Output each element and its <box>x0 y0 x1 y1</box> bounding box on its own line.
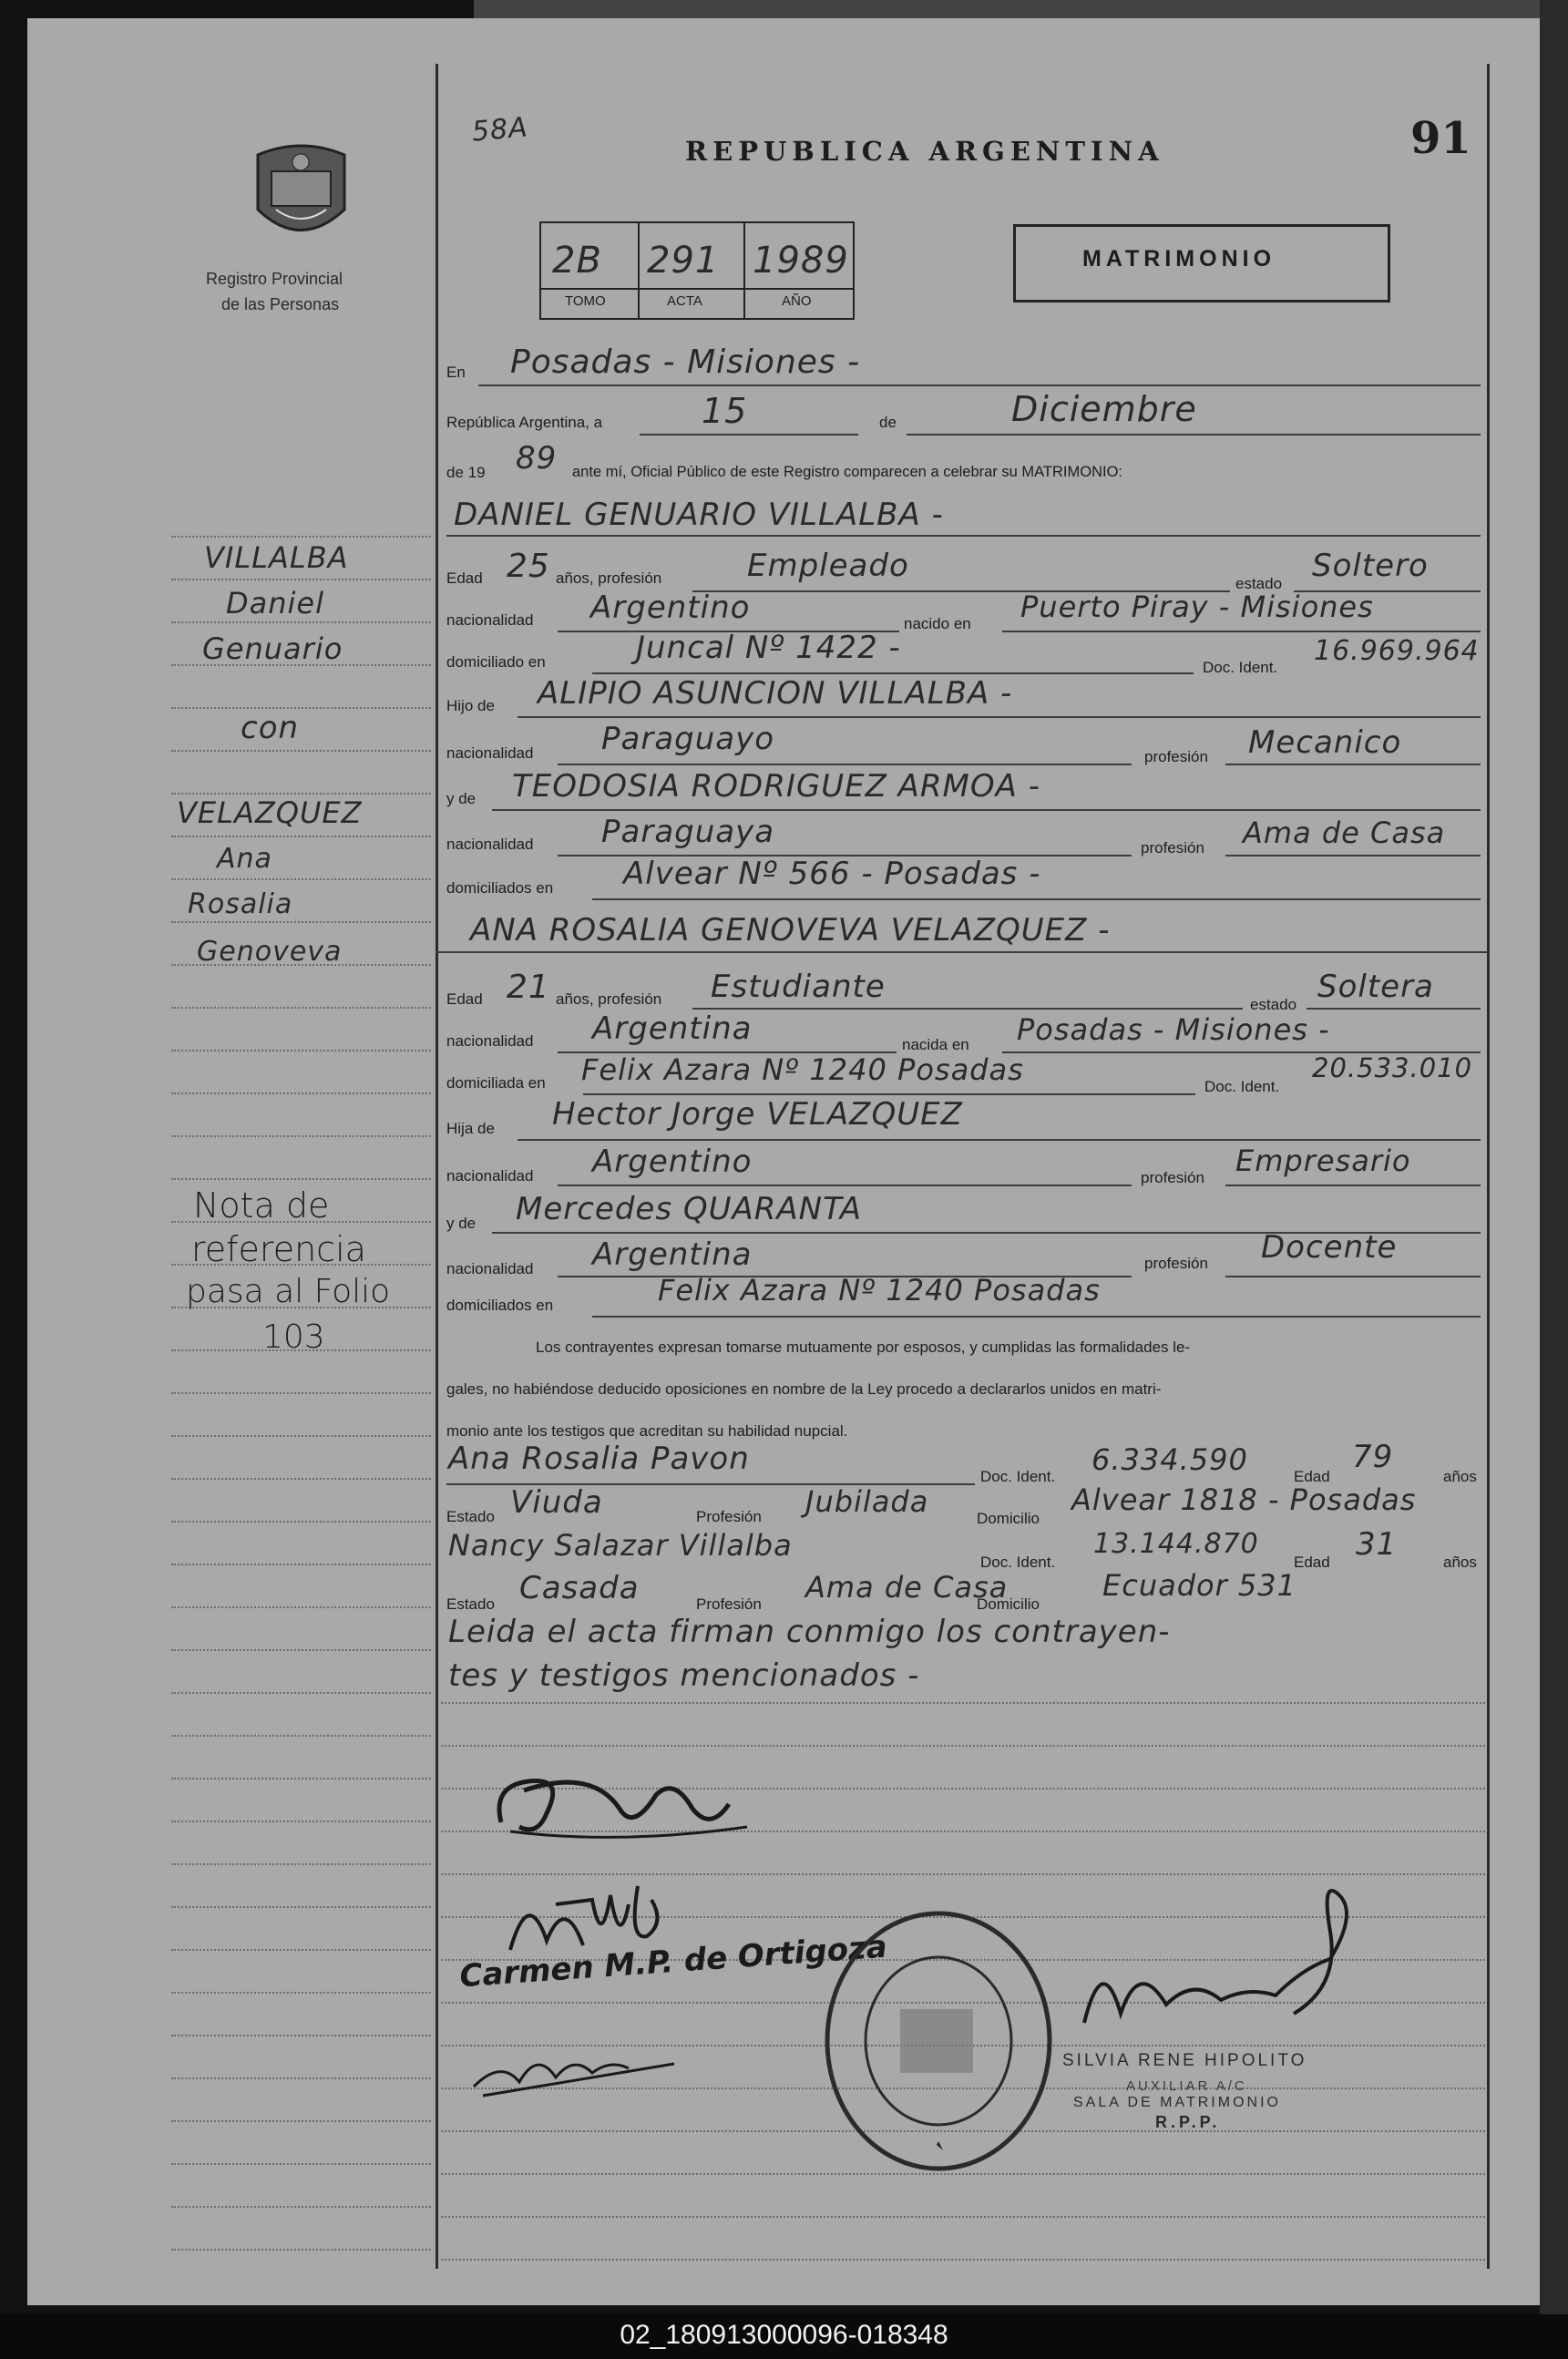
underline <box>640 434 858 436</box>
groom-paddr-label: domiciliados en <box>446 879 554 897</box>
declaration-text: ante mí, Oficial Público de este Registro comparecen a celebrar su MATRIMONIO: <box>572 464 1123 480</box>
groom-dom-label: domiciliado en <box>446 653 546 671</box>
act-type: MATRIMONIO <box>1082 246 1276 272</box>
groom-father-nat: Paraguayo <box>601 721 775 757</box>
groom-mprof-label: profesión <box>1141 839 1204 856</box>
month-value: Diciembre <box>1011 389 1197 429</box>
underline <box>1225 1276 1481 1277</box>
bride-profession: Estudiante <box>711 969 886 1005</box>
margin-rule <box>171 1992 431 1994</box>
bride-father-prof: Empresario <box>1235 1144 1411 1178</box>
margin-rule <box>171 1564 431 1565</box>
closing-line-1: Leida el acta firman conmigo los contrayen- <box>448 1614 1171 1650</box>
groom-mother-prof: Ama de Casa <box>1243 815 1446 850</box>
margin-rule <box>171 579 431 580</box>
section-divider <box>436 951 1489 953</box>
underline <box>907 434 1481 436</box>
margin-given-1a: Daniel <box>226 586 324 621</box>
underline <box>492 809 1481 811</box>
en-label: En <box>446 364 466 381</box>
bride-status: Soltera <box>1317 969 1434 1005</box>
underline <box>518 716 1481 718</box>
margin-rule <box>171 1735 431 1737</box>
bride-dom-label: domiciliada en <box>446 1074 546 1092</box>
witness-2-dom-label: Domicilio <box>977 1595 1040 1613</box>
margin-rule <box>171 1863 431 1865</box>
groom-nat-label: nacionalidad <box>446 611 534 629</box>
official-office: SALA DE MATRIMONIO <box>1073 2095 1281 2110</box>
margin-con: con <box>241 710 300 746</box>
handwritten-ref: 58A <box>470 111 530 149</box>
margin-rule <box>171 1478 431 1480</box>
margin-surname-2: VELAZQUEZ <box>177 795 363 830</box>
bride-nacida-label: nacida en <box>902 1036 969 1053</box>
margin-rule <box>171 2120 431 2122</box>
registry-name-line2: de las Personas <box>221 295 340 313</box>
underline <box>446 535 1481 537</box>
underline <box>592 898 1481 900</box>
underline <box>1225 764 1481 765</box>
witness-1-address: Alvear 1818 - Posadas <box>1071 1482 1417 1517</box>
margin-rule <box>171 1906 431 1908</box>
official-role: AUXILIAR A/C <box>1126 2078 1247 2094</box>
witness-1-status: Viuda <box>510 1484 603 1521</box>
underline <box>1225 855 1481 856</box>
witness-2-doc: 13.144.870 <box>1093 1528 1259 1560</box>
page-rule <box>441 2259 1485 2261</box>
underline <box>592 1316 1481 1318</box>
witness-2-estado-label: Estado <box>446 1595 495 1613</box>
margin-note-4: 103 <box>262 1318 325 1356</box>
day-value: 15 <box>702 391 748 431</box>
signature-officer-small <box>456 2023 692 2109</box>
groom-anos-label: años, profesión <box>556 569 662 587</box>
groom-yde-label: y de <box>446 790 477 807</box>
groom-father-prof: Mecanico <box>1248 724 1402 761</box>
underline <box>1307 1008 1481 1010</box>
file-id: 02_180913000096-018348 <box>0 2314 1568 2359</box>
tomo-label: TOMO <box>565 293 606 309</box>
groom-name: DANIEL GENUARIO VILLALBA - <box>454 497 944 533</box>
groom-mother: TEODOSIA RODRIGUEZ ARMOA - <box>512 768 1040 805</box>
bride-mnat-label: nacionalidad <box>446 1260 534 1277</box>
margin-note-1: Nota de <box>193 1185 330 1226</box>
witness-1-anos-label: años <box>1443 1468 1477 1485</box>
groom-age: 25 <box>507 548 550 585</box>
bride-nationality: Argentina <box>592 1010 753 1047</box>
legal-line-3: monio ante los testigos que acreditan su habilidad nupcial. <box>446 1422 848 1440</box>
bride-mother: Mercedes QUARANTA <box>516 1191 862 1227</box>
margin-rule <box>171 707 431 709</box>
witness-2-address: Ecuador 531 <box>1102 1568 1296 1603</box>
acta-label: ACTA <box>667 293 702 309</box>
margin-given-2b: Rosalia <box>188 888 293 920</box>
underline <box>1002 631 1481 632</box>
republica-label: República Argentina, a <box>446 414 603 431</box>
register-divider <box>743 221 745 318</box>
margin-rule <box>171 1821 431 1822</box>
legal-line-2: gales, no habiéndose deducido oposiciones en nombre de la Ley procedo a declararlos unidos en matri- <box>446 1380 1162 1398</box>
witness-2-name: Nancy Salazar Villalba <box>448 1528 793 1563</box>
margin-rule <box>171 2163 431 2165</box>
margin-rule <box>171 836 431 837</box>
groom-nacido-label: nacido en <box>904 615 971 632</box>
bride-mother-nat: Argentina <box>592 1236 753 1273</box>
witness-2-doc-label: Doc. Ident. <box>980 1554 1056 1571</box>
bride-hija-label: Hija de <box>446 1120 495 1137</box>
official-name: SILVIA RENE HIPOLITO <box>1062 2051 1307 2070</box>
groom-doc-label: Doc. Ident. <box>1203 659 1278 676</box>
margin-rule <box>171 1778 431 1780</box>
bride-paddr-label: domiciliados en <box>446 1297 554 1314</box>
witness-1-age: 79 <box>1352 1439 1394 1475</box>
bride-estado-label: estado <box>1250 996 1297 1013</box>
groom-profession: Empleado <box>747 548 909 584</box>
bride-anos-label: años, profesión <box>556 990 662 1008</box>
groom-estado-label: estado <box>1235 575 1283 592</box>
bride-birthplace: Posadas - Misiones - <box>1017 1012 1330 1047</box>
margin-given-2a: Ana <box>217 843 272 875</box>
margin-rule <box>171 750 431 752</box>
margin-rule <box>171 1435 431 1437</box>
signature-4-text: Carmen M.P. de Ortigoza <box>458 1928 888 1995</box>
underline <box>583 1093 1195 1095</box>
margin-surname-1: VILLALBA <box>204 540 349 575</box>
provincial-seal <box>244 137 358 255</box>
witness-2-status: Casada <box>519 1570 640 1606</box>
groom-mnat-label: nacionalidad <box>446 836 534 853</box>
underline <box>692 1008 1243 1010</box>
witness-1-dom-label: Domicilio <box>977 1510 1040 1527</box>
margin-rule <box>171 1949 431 1951</box>
witness-1-profession: Jubilada <box>805 1484 929 1519</box>
margin-note-2: referencia <box>191 1229 366 1269</box>
groom-doc: 16.969.964 <box>1314 635 1480 667</box>
register-divider <box>638 221 640 318</box>
margin-note-3: pasa al Folio <box>186 1273 391 1310</box>
margin-rule <box>171 1135 431 1137</box>
closing-line-2: tes y testigos mencionados - <box>448 1657 920 1694</box>
bride-edad-label: Edad <box>446 990 483 1008</box>
groom-parents-address: Alvear Nº 566 - Posadas - <box>623 856 1041 892</box>
margin-rule <box>171 878 431 880</box>
margin-rule <box>171 793 431 795</box>
margin-rule <box>171 2077 431 2079</box>
bride-nat-label: nacionalidad <box>446 1032 534 1050</box>
witness-2-anos-label: años <box>1443 1554 1477 1571</box>
groom-address: Juncal Nº 1422 - <box>636 630 901 666</box>
bride-doc-label: Doc. Ident. <box>1204 1078 1280 1095</box>
margin-rule <box>171 2249 431 2251</box>
bride-mprof-label: profesión <box>1144 1255 1208 1272</box>
margin-rule <box>171 921 431 923</box>
book-spine <box>1540 0 1568 2314</box>
bride-doc: 20.533.010 <box>1312 1052 1473 1083</box>
page-number: 91 <box>1410 113 1471 164</box>
margin-rule <box>171 621 431 623</box>
margin-rule <box>171 2035 431 2036</box>
register-divider <box>539 288 853 290</box>
underline <box>518 1139 1481 1141</box>
de-label: de <box>879 414 897 431</box>
margin-divider <box>436 64 438 2269</box>
official-stamp <box>820 1904 1057 2182</box>
underline <box>592 672 1194 674</box>
groom-birthplace: Puerto Piray - Misiones <box>1020 590 1374 624</box>
official-abbr: R.P.P. <box>1155 2113 1221 2131</box>
bride-address: Felix Azara Nº 1240 Posadas <box>581 1052 1024 1087</box>
margin-rule <box>171 1178 431 1180</box>
year-prefix: de 19 <box>446 464 486 481</box>
registry-name-line1: Registro Provincial <box>206 270 343 288</box>
witness-1-doc: 6.334.590 <box>1091 1442 1248 1477</box>
right-border <box>1487 64 1490 2269</box>
underline <box>558 764 1132 765</box>
margin-rule <box>171 1392 431 1394</box>
bride-fnat-label: nacionalidad <box>446 1167 534 1185</box>
groom-fnat-label: nacionalidad <box>446 744 534 762</box>
acta-value: 291 <box>647 240 720 282</box>
bride-mother-prof: Docente <box>1261 1229 1398 1266</box>
bride-father-nat: Argentino <box>592 1144 753 1180</box>
signature-official <box>1057 1877 1385 2046</box>
bride-father: Hector Jorge VELAZQUEZ <box>552 1096 963 1133</box>
margin-rule <box>171 1092 431 1094</box>
underline <box>478 385 1481 386</box>
witness-2-age: 31 <box>1356 1526 1398 1563</box>
ano-value: 1989 <box>753 240 849 282</box>
margin-rule <box>171 1649 431 1651</box>
signature-groom <box>483 1759 756 1863</box>
groom-father: ALIPIO ASUNCION VILLALBA - <box>538 675 1013 712</box>
bride-age: 21 <box>507 969 550 1006</box>
groom-edad-label: Edad <box>446 569 483 587</box>
margin-rule <box>171 1007 431 1009</box>
witness-1-prof-label: Profesión <box>696 1508 762 1525</box>
witness-1-edad-label: Edad <box>1294 1468 1330 1485</box>
bride-parents-address: Felix Azara Nº 1240 Posadas <box>658 1273 1101 1308</box>
margin-rule <box>171 1606 431 1608</box>
groom-nationality: Argentino <box>590 590 751 626</box>
witness-1-name: Ana Rosalia Pavon <box>448 1441 750 1477</box>
bride-yde-label: y de <box>446 1215 477 1232</box>
place-value: Posadas - Misiones - <box>510 344 861 381</box>
witness-2-prof-label: Profesión <box>696 1595 762 1613</box>
witness-1-estado-label: Estado <box>446 1508 495 1525</box>
margin-rule <box>171 1521 431 1523</box>
groom-fprof-label: profesión <box>1144 748 1208 765</box>
groom-hijo-label: Hijo de <box>446 697 495 714</box>
groom-mother-nat: Paraguaya <box>601 814 775 850</box>
margin-given-2c: Genoveva <box>197 936 343 968</box>
witness-1-doc-label: Doc. Ident. <box>980 1468 1056 1485</box>
year-value: 89 <box>516 440 558 477</box>
margin-rule <box>171 1050 431 1051</box>
bride-fprof-label: profesión <box>1141 1169 1204 1186</box>
witness-2-profession: Ama de Casa <box>805 1570 1009 1605</box>
tomo-value: 2B <box>552 240 602 282</box>
bride-name: ANA ROSALIA GENOVEVA VELAZQUEZ - <box>470 912 1111 949</box>
witness-2-edad-label: Edad <box>1294 1554 1330 1571</box>
page-rule <box>441 1745 1485 1747</box>
margin-rule <box>171 536 431 538</box>
legal-line-1: Los contrayentes expresan tomarse mutuamente por esposos, y cumplidas las formalidades le- <box>536 1338 1191 1356</box>
page-rule <box>441 1702 1485 1704</box>
margin-given-1b: Genuario <box>202 631 343 666</box>
ano-label: AÑO <box>782 293 812 309</box>
underline <box>558 1185 1132 1186</box>
country-title: REPUBLICA ARGENTINA <box>685 136 1164 167</box>
margin-rule <box>171 1692 431 1694</box>
page-rule <box>441 2216 1485 2218</box>
groom-status: Soltero <box>1312 548 1429 584</box>
margin-rule <box>171 2206 431 2208</box>
underline <box>1225 1185 1481 1186</box>
